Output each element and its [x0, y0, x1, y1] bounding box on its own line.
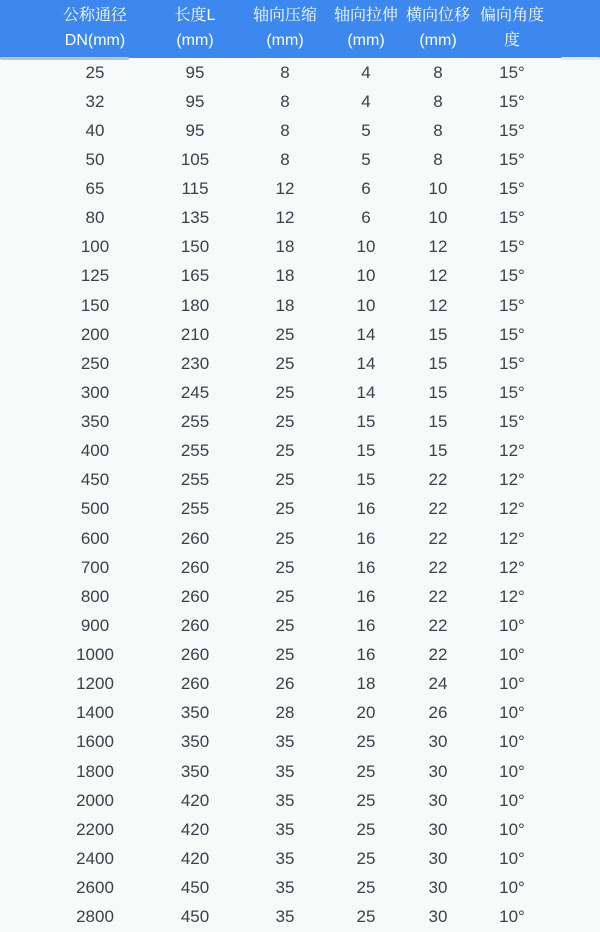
table-cell: 8 [280, 120, 290, 140]
table-cell: 12° [499, 470, 525, 490]
table-cell: 450 [80, 470, 110, 490]
column-subtitle: DN(mm) [64, 32, 126, 49]
table-cell: 700 [80, 557, 110, 577]
table-cell: 420 [180, 790, 210, 810]
table-cell: 25 [275, 324, 295, 344]
table-cell: 22 [428, 557, 448, 577]
table-cell: 255 [180, 441, 210, 461]
table-cell: 16 [356, 586, 376, 606]
table-cell: 8 [280, 62, 290, 82]
table-cell: 22 [428, 528, 448, 548]
table-cell: 15° [499, 382, 525, 402]
table-cell: 22 [428, 615, 448, 635]
column-header-5 [474, 0, 600, 58]
table-cell: 65 [85, 179, 105, 199]
table-cell: 15° [499, 324, 525, 344]
table-cell: 25 [275, 353, 295, 373]
table-cell: 1000 [76, 645, 114, 665]
table-row [0, 233, 600, 262]
table-cell: 2400 [76, 848, 114, 868]
table-row [0, 874, 600, 903]
column-subtitle: (mm) [266, 32, 304, 49]
table-cell: 16 [356, 557, 376, 577]
table-cell: 5 [361, 149, 371, 169]
table-cell: 105 [180, 149, 210, 169]
table-cell: 15° [499, 412, 525, 432]
table-cell: 260 [180, 528, 210, 548]
column-title: 长度L [174, 7, 216, 25]
column-header-2 [240, 0, 330, 58]
table-cell: 1200 [76, 674, 114, 694]
table-header-row [0, 0, 600, 58]
table-cell: 350 [80, 412, 110, 432]
table-cell: 14 [356, 353, 376, 373]
column-title: 公称通径 [62, 7, 127, 25]
table-cell: 255 [180, 499, 210, 519]
table-cell: 500 [80, 499, 110, 519]
table-cell: 8 [433, 91, 443, 111]
table-cell: 25 [356, 907, 376, 927]
table-cell: 25 [275, 441, 295, 461]
table-cell: 12 [428, 295, 448, 315]
table-cell: 25 [356, 761, 376, 781]
table-cell: 16 [356, 615, 376, 635]
column-title: 偏向角度 [479, 7, 544, 25]
table-cell: 18 [275, 237, 295, 257]
table-cell: 15 [428, 382, 448, 402]
table-cell: 12 [275, 179, 295, 199]
table-cell: 10° [499, 761, 525, 781]
table-cell: 250 [80, 353, 110, 373]
table-cell: 10 [356, 266, 376, 286]
table-row [0, 175, 600, 204]
table-cell: 30 [428, 878, 448, 898]
table-row [0, 58, 600, 87]
table-row [0, 757, 600, 786]
column-header-4 [402, 0, 474, 58]
table-row [0, 291, 600, 320]
table-cell: 15° [499, 208, 525, 228]
table-cell: 15° [499, 353, 525, 373]
table-row [0, 903, 600, 932]
table-cell: 15° [499, 295, 525, 315]
table-cell: 16 [356, 499, 376, 519]
table-cell: 25 [275, 586, 295, 606]
table-cell: 10° [499, 703, 525, 723]
table-cell: 200 [80, 324, 110, 344]
table-cell: 35 [275, 907, 295, 927]
table-cell: 800 [80, 586, 110, 606]
table-cell: 450 [180, 878, 210, 898]
table-row [0, 495, 600, 524]
table-row [0, 699, 600, 728]
table-cell: 10° [499, 645, 525, 665]
table-cell: 255 [180, 412, 210, 432]
table-cell: 25 [356, 732, 376, 752]
hscrollbar-right-remnant [561, 57, 600, 60]
table-cell: 18 [356, 674, 376, 694]
table-row [0, 670, 600, 699]
table-cell: 30 [428, 907, 448, 927]
table-cell: 260 [180, 645, 210, 665]
table-cell: 40 [85, 120, 105, 140]
table-cell: 10° [499, 615, 525, 635]
table-cell: 15 [356, 470, 376, 490]
table-cell: 10° [499, 878, 525, 898]
table-cell: 900 [80, 615, 110, 635]
table-cell: 8 [433, 120, 443, 140]
table-cell: 400 [80, 441, 110, 461]
table-cell: 25 [275, 557, 295, 577]
table-row [0, 204, 600, 233]
table-cell: 22 [428, 586, 448, 606]
table-header [0, 0, 600, 58]
table-cell: 25 [356, 790, 376, 810]
table-cell: 1600 [76, 732, 114, 752]
table-cell: 35 [275, 790, 295, 810]
table-cell: 22 [428, 499, 448, 519]
column-header-3 [330, 0, 402, 58]
table-cell: 25 [356, 878, 376, 898]
table-cell: 260 [180, 557, 210, 577]
table-cell: 25 [275, 382, 295, 402]
table-cell: 8 [280, 149, 290, 169]
table-cell: 12° [499, 441, 525, 461]
table-cell: 12 [428, 237, 448, 257]
table-cell: 32 [85, 91, 105, 111]
table-cell: 125 [80, 266, 110, 286]
table-cell: 2000 [76, 790, 114, 810]
table-cell: 8 [433, 62, 443, 82]
table-cell: 35 [275, 878, 295, 898]
table-row [0, 611, 600, 640]
table-row [0, 582, 600, 611]
table-cell: 15 [428, 324, 448, 344]
table-cell: 25 [356, 819, 376, 839]
table-cell: 15 [356, 441, 376, 461]
table-cell: 12° [499, 499, 525, 519]
table-cell: 18 [275, 266, 295, 286]
column-title: 轴向拉伸 [333, 7, 398, 25]
table-cell: 350 [180, 732, 210, 752]
table-cell: 14 [356, 382, 376, 402]
table-row [0, 466, 600, 495]
table-cell: 10° [499, 819, 525, 839]
table-cell: 35 [275, 761, 295, 781]
table-cell: 25 [275, 615, 295, 635]
table-cell: 1800 [76, 761, 114, 781]
table-cell: 25 [275, 528, 295, 548]
column-subtitle: 度 [503, 32, 520, 49]
table-cell: 12 [428, 266, 448, 286]
table-cell: 260 [180, 586, 210, 606]
table-cell: 30 [428, 732, 448, 752]
table-cell: 2800 [76, 907, 114, 927]
table-cell: 10 [356, 295, 376, 315]
table-body [0, 58, 600, 932]
table-row [0, 524, 600, 553]
table-cell: 25 [275, 412, 295, 432]
table-cell: 450 [180, 907, 210, 927]
table-cell: 20 [356, 703, 376, 723]
column-subtitle: (mm) [176, 32, 214, 49]
table-row [0, 87, 600, 116]
table-cell: 15° [499, 237, 525, 257]
table-cell: 255 [180, 470, 210, 490]
table-row [0, 728, 600, 757]
table-cell: 135 [180, 208, 210, 228]
table-cell: 15° [499, 179, 525, 199]
column-title: 轴向压缩 [252, 7, 317, 25]
table-cell: 115 [181, 179, 209, 199]
table-cell: 95 [185, 91, 205, 111]
table-cell: 260 [180, 674, 210, 694]
table-cell: 30 [428, 790, 448, 810]
table-cell: 245 [180, 382, 210, 402]
table-row [0, 349, 600, 378]
column-title: 横向位移 [405, 7, 470, 25]
table-cell: 10° [499, 732, 525, 752]
table-cell: 26 [428, 703, 448, 723]
table-row [0, 320, 600, 349]
table-cell: 15 [356, 412, 376, 432]
table-cell: 50 [85, 149, 105, 169]
table-cell: 15° [499, 91, 525, 111]
table-cell: 12° [499, 557, 525, 577]
table-row [0, 145, 600, 174]
table-cell: 12 [275, 208, 295, 228]
table-cell: 22 [428, 470, 448, 490]
table-row [0, 116, 600, 145]
table-cell: 15° [499, 266, 525, 286]
table-cell: 35 [275, 732, 295, 752]
table-cell: 350 [180, 761, 210, 781]
table-row [0, 408, 600, 437]
table-cell: 165 [180, 266, 210, 286]
table-cell: 8 [433, 149, 443, 169]
table-cell: 420 [180, 848, 210, 868]
table-cell: 10 [428, 208, 448, 228]
table-cell: 2600 [76, 878, 114, 898]
table-cell: 30 [428, 848, 448, 868]
table-cell: 15 [428, 441, 448, 461]
table-cell: 150 [80, 295, 110, 315]
table-cell: 18 [275, 295, 295, 315]
table-cell: 6 [361, 179, 371, 199]
table-cell: 26 [275, 674, 295, 694]
table-row [0, 437, 600, 466]
table-cell: 80 [85, 208, 105, 228]
table-cell: 25 [275, 645, 295, 665]
table-cell: 350 [180, 703, 210, 723]
table-cell: 14 [356, 324, 376, 344]
table-cell: 24 [428, 674, 448, 694]
table-cell: 25 [85, 62, 105, 82]
column-header-1 [150, 0, 240, 58]
table-cell: 16 [356, 528, 376, 548]
table-cell: 10 [356, 237, 376, 257]
table-cell: 22 [428, 645, 448, 665]
table-cell: 35 [275, 848, 295, 868]
table-cell: 230 [180, 353, 210, 373]
table-cell: 30 [428, 761, 448, 781]
column-subtitle: (mm) [347, 32, 385, 49]
table-cell: 420 [180, 819, 210, 839]
table-cell: 15 [428, 353, 448, 373]
table-row [0, 844, 600, 873]
table-cell: 15 [428, 412, 448, 432]
table-cell: 25 [356, 848, 376, 868]
table-cell: 5 [361, 120, 371, 140]
table-cell: 95 [185, 120, 205, 140]
table-cell: 95 [185, 62, 205, 82]
hscrollbar-left-remnant [0, 57, 129, 60]
table-cell: 100 [80, 237, 110, 257]
table-cell: 10 [428, 179, 448, 199]
table-row [0, 262, 600, 291]
table-cell: 35 [275, 819, 295, 839]
table-cell: 15° [499, 62, 525, 82]
table-cell: 1400 [76, 703, 114, 723]
table-cell: 4 [361, 91, 371, 111]
table-cell: 8 [280, 91, 290, 111]
table-row [0, 553, 600, 582]
table-cell: 10° [499, 848, 525, 868]
table-cell: 10° [499, 790, 525, 810]
table-cell: 15° [499, 120, 525, 140]
table-row [0, 378, 600, 407]
table-row [0, 786, 600, 815]
table-cell: 210 [180, 324, 210, 344]
table-cell: 30 [428, 819, 448, 839]
table-row [0, 641, 600, 670]
table-cell: 180 [180, 295, 210, 315]
table-cell: 10° [499, 674, 525, 694]
column-header-0 [0, 0, 150, 58]
table-cell: 6 [361, 208, 371, 228]
column-subtitle: (mm) [419, 32, 457, 49]
table-cell: 2200 [76, 819, 114, 839]
table-cell: 25 [275, 470, 295, 490]
table-row [0, 815, 600, 844]
table-cell: 260 [180, 615, 210, 635]
table-cell: 28 [275, 703, 295, 723]
table-cell: 25 [275, 499, 295, 519]
table-cell: 4 [361, 62, 371, 82]
table-cell: 600 [80, 528, 110, 548]
table-cell: 16 [356, 645, 376, 665]
table-cell: 300 [80, 382, 110, 402]
table-cell: 10° [499, 907, 525, 927]
table-cell: 12° [499, 528, 525, 548]
table-cell: 12° [499, 586, 525, 606]
table-cell: 150 [180, 237, 210, 257]
table-cell: 15° [499, 149, 525, 169]
